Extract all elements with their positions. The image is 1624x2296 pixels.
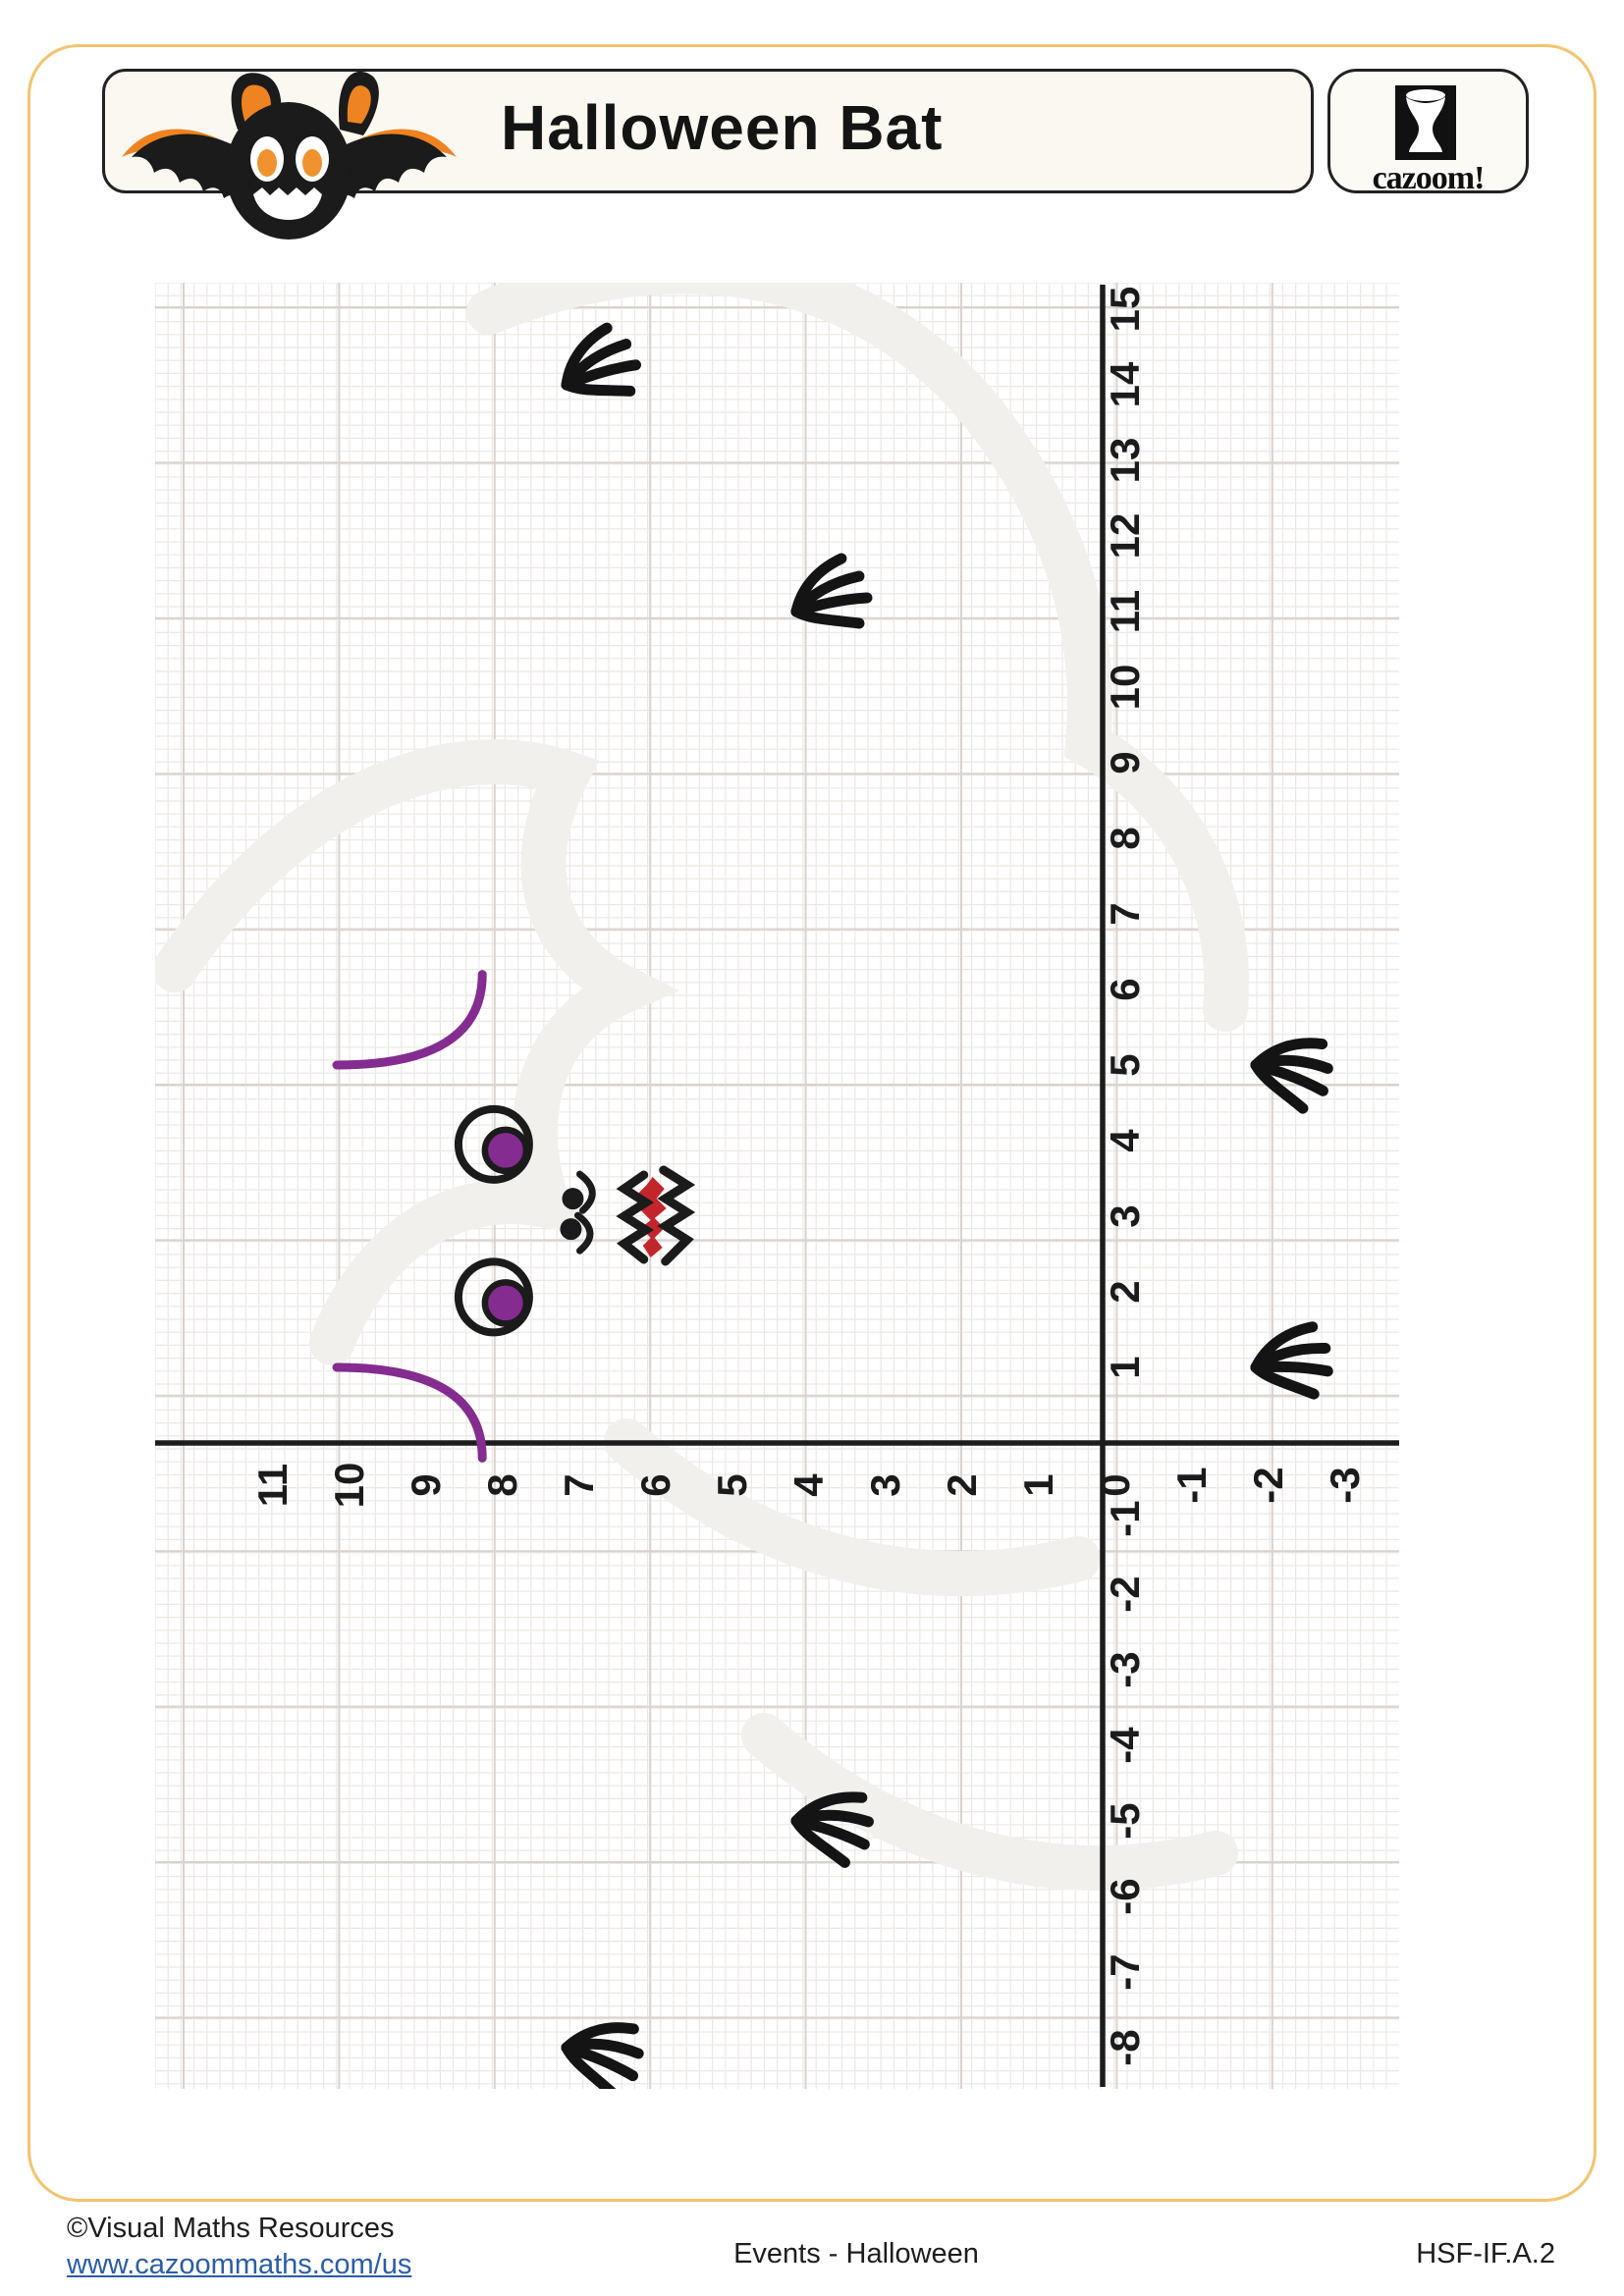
claw-icon: [562, 326, 637, 397]
standard-code: HSF-IF.A.2: [1416, 2238, 1555, 2269]
h-axis-label: 0: [1092, 1473, 1138, 1497]
cazoom-wordmark: cazoom!: [1372, 160, 1485, 196]
claw-icon: [560, 2003, 655, 2089]
h-axis-label: 8: [479, 1473, 525, 1497]
h-axis-label: -3: [1322, 1467, 1368, 1504]
v-axis-label: 2: [1102, 1280, 1148, 1304]
v-axis-label: -2: [1102, 1575, 1148, 1613]
v-axis-label: 8: [1102, 827, 1148, 850]
v-axis-label: 5: [1102, 1053, 1148, 1077]
v-axis-label: 6: [1102, 978, 1148, 1001]
v-axis-label: 12: [1102, 512, 1148, 560]
h-axis-label: 2: [939, 1473, 985, 1497]
h-axis-label: 4: [785, 1473, 832, 1497]
v-axis-label: -5: [1102, 1802, 1148, 1840]
h-axis-label: 3: [862, 1473, 908, 1497]
grid-minor-lines: [155, 283, 1399, 2089]
v-axis-label: -6: [1102, 1878, 1148, 1915]
v-axis-label: -4: [1102, 1727, 1148, 1764]
v-axis-label: 13: [1102, 437, 1148, 484]
v-axis-label: -8: [1102, 2029, 1148, 2066]
v-axis-label: 14: [1102, 361, 1148, 408]
v-axis-label: -7: [1102, 1953, 1148, 1991]
footer: [0, 2207, 1624, 2296]
h-axis-label: 1: [1015, 1473, 1061, 1497]
v-axis-label: 11: [1102, 589, 1148, 634]
h-axis-label: 11: [249, 1463, 296, 1508]
v-axis-label: -3: [1102, 1651, 1148, 1688]
cazoom-logo-box: [1327, 69, 1529, 196]
h-axis-label: 7: [556, 1473, 602, 1497]
footer-category: Events - Halloween: [733, 2238, 979, 2269]
h-axis-label: 9: [403, 1473, 449, 1497]
v-axis-label: 10: [1102, 664, 1148, 711]
h-axis-label: 10: [326, 1462, 372, 1509]
h-axis-label: 5: [709, 1473, 755, 1497]
copyright-text: ©Visual Maths Resources: [67, 2213, 395, 2244]
bat-logo-icon: [120, 61, 459, 242]
v-axis-label: 7: [1102, 902, 1148, 926]
drum-icon: [1395, 85, 1456, 160]
website-link[interactable]: www.cazoommaths.com/us: [67, 2249, 412, 2280]
ear-arc: [337, 975, 482, 1065]
page-title: Halloween Bat: [501, 92, 944, 163]
v-axis-label: 1: [1102, 1356, 1148, 1379]
v-axis-label: 3: [1102, 1204, 1148, 1228]
h-axis-label: -1: [1168, 1467, 1215, 1504]
bat-watermark: [175, 762, 626, 1343]
v-axis-label: 15: [1102, 286, 1148, 333]
v-axis-label: 4: [1102, 1129, 1148, 1152]
h-axis-label: -2: [1245, 1467, 1291, 1504]
h-axis-label: 6: [632, 1473, 678, 1497]
coordinate-grid: [155, 283, 1399, 2089]
v-axis-label: 9: [1102, 751, 1148, 774]
v-axis-label: -1: [1102, 1500, 1148, 1537]
